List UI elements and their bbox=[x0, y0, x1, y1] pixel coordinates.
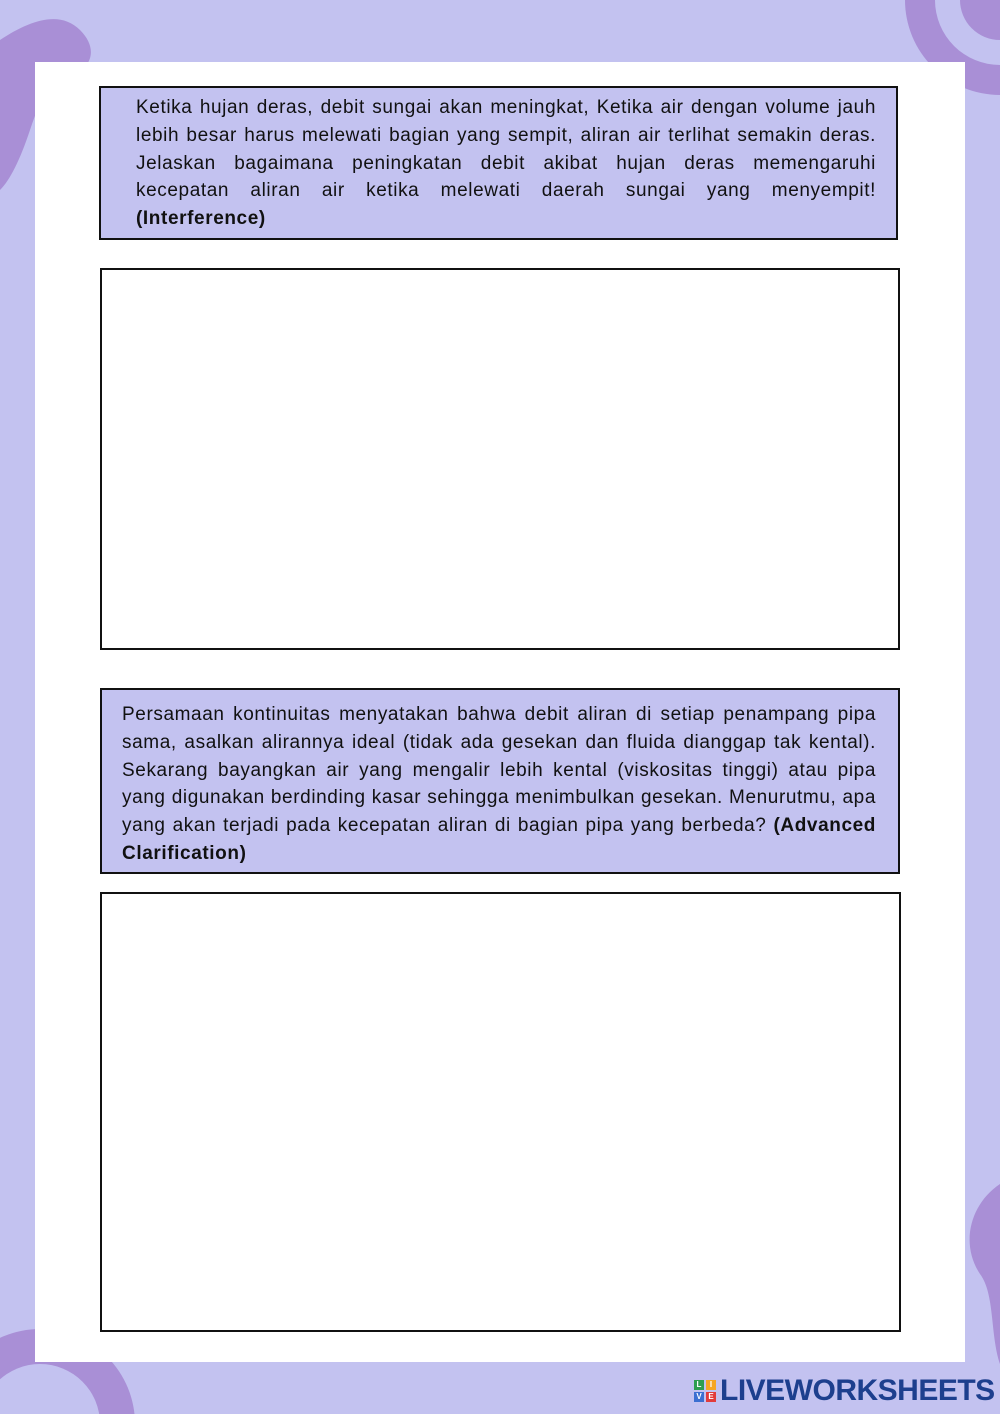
question-1-text: Ketika hujan deras, debit sungai akan meningkat, Ketika air dengan volume jauh lebih besar harus melewati bagian yang sempit, aliran air terlihat semakin deras. Jelaskan bagaimana peningkatan debit akibat hujan deras memengaruhi kecepatan aliran air ketika melewati daerah sungai yang menyempit! bbox=[136, 97, 876, 202]
logo-letter: V bbox=[694, 1392, 704, 1402]
worksheet-page bbox=[35, 62, 965, 1362]
question-2-tag: (Advanced Clarification) bbox=[122, 815, 876, 864]
answer-1-box[interactable] bbox=[100, 268, 900, 650]
question-1-tag: (Interference) bbox=[136, 208, 266, 230]
logo-letter: I bbox=[706, 1380, 716, 1390]
brand-name: LIVEWORKSHEETS bbox=[720, 1374, 995, 1407]
question-2-text: Persamaan kontinuitas menyatakan bahwa debit aliran di setiap penampang pipa sama, asalkan alirannya ideal (tidak ada gesekan dan fluida dianggap tak kental). Sekarang bayangkan air yang mengalir lebih kental (viskositas tinggi) atau pipa yang digunakan berdinding kasar sehingga menimbulkan gesekan. Menurutmu, apa yang akan terjadi pada kecepatan aliran di bagian pipa yang berbeda? bbox=[122, 704, 876, 837]
question-2-box bbox=[100, 688, 900, 874]
liveworksheets-logo-icon bbox=[694, 1380, 716, 1402]
liveworksheets-brand bbox=[694, 1374, 995, 1408]
answer-2-box[interactable] bbox=[100, 892, 901, 1332]
logo-letter: E bbox=[706, 1392, 716, 1402]
question-1-box bbox=[99, 86, 898, 240]
logo-letter: L bbox=[694, 1380, 704, 1390]
